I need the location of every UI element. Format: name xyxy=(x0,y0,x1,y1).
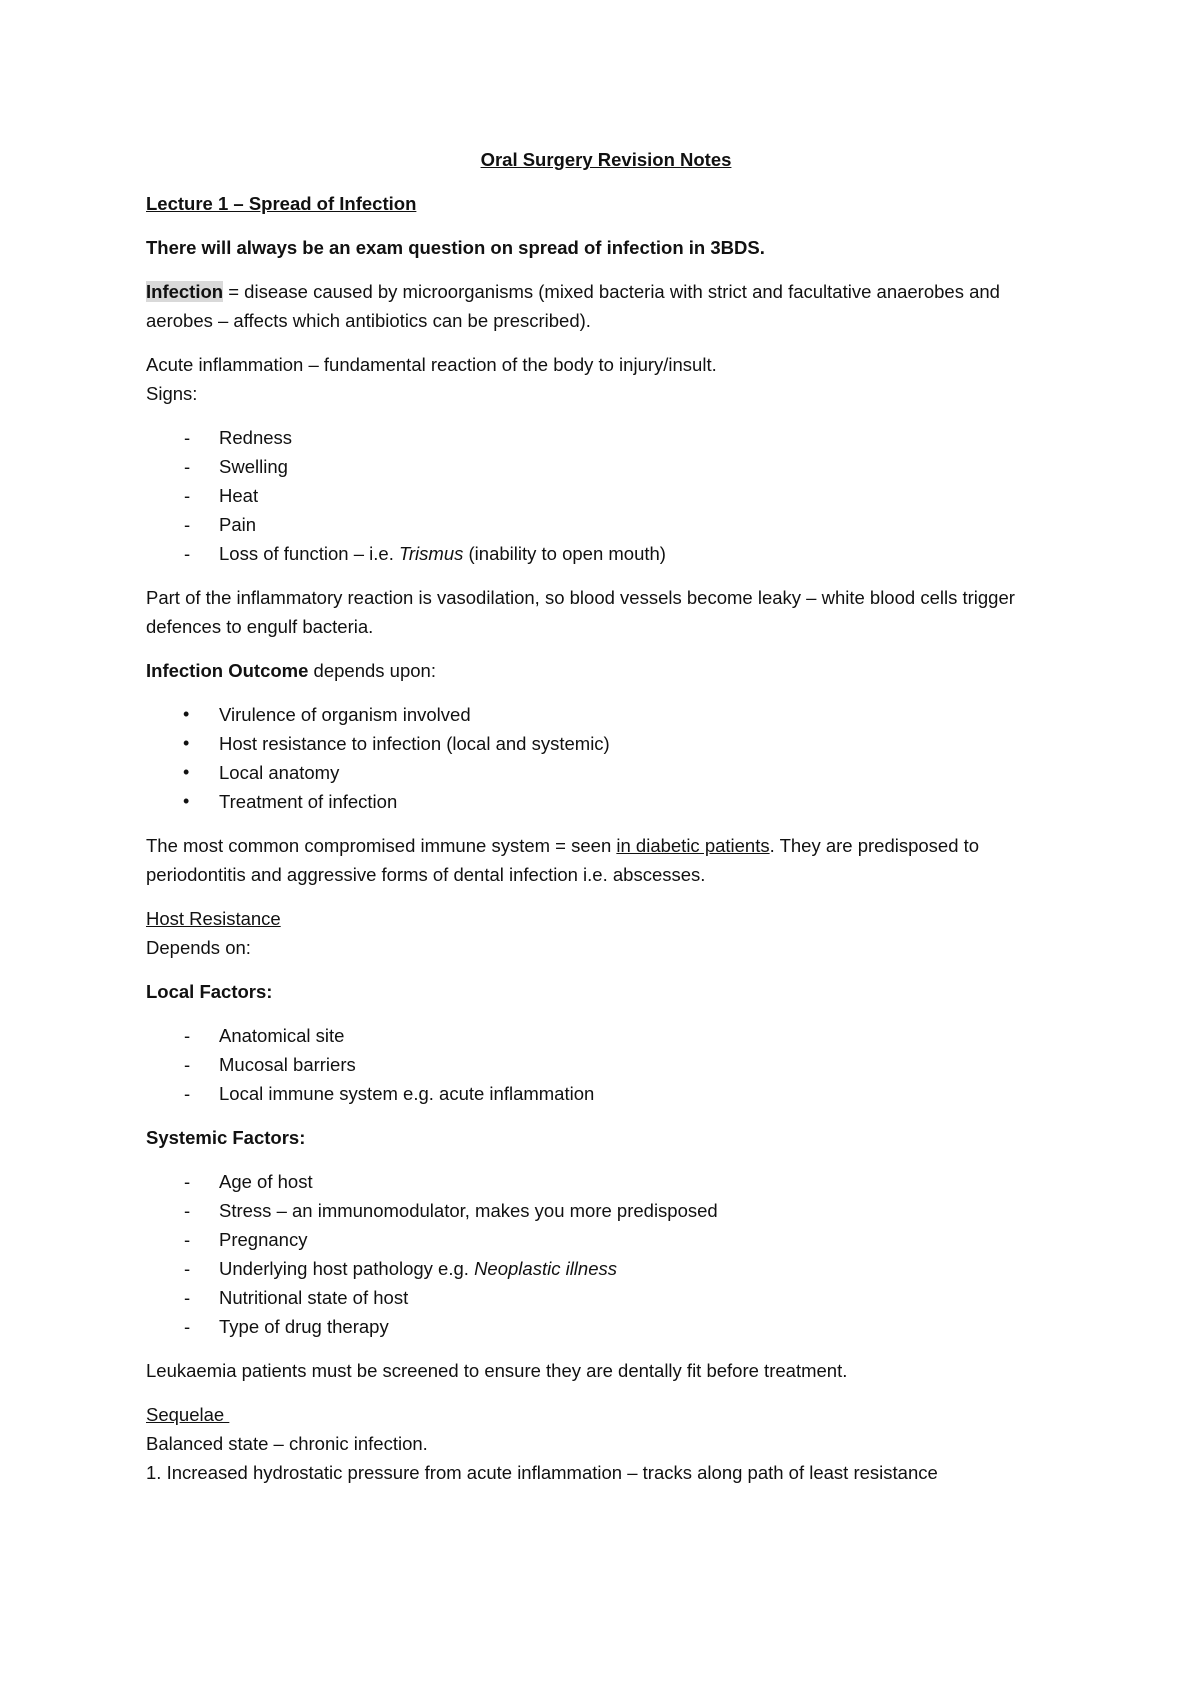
dash-marker: - xyxy=(184,1287,191,1308)
bullet-marker: • xyxy=(183,791,190,811)
list-item-text: Swelling xyxy=(219,456,288,477)
immune-text: The most common compromised immune system = seen xyxy=(146,835,617,856)
list-item xyxy=(146,787,1066,816)
list-item xyxy=(146,1196,1066,1225)
list-item xyxy=(146,1021,1066,1050)
list-item-text: Loss of function – i.e. xyxy=(219,543,399,564)
list-item-text: Underlying host pathology e.g. xyxy=(219,1258,475,1279)
list-item xyxy=(146,758,1066,787)
infection-outcome-label: Infection Outcome xyxy=(146,660,309,681)
host-resistance-heading: Host Resistance xyxy=(146,908,281,929)
depends-on: Depends on: xyxy=(146,937,251,958)
dash-marker: - xyxy=(184,456,191,477)
list-item-text: Treatment of infection xyxy=(219,791,398,812)
list-item xyxy=(146,1050,1066,1079)
neoplastic-illness-term: Neoplastic illness xyxy=(474,1258,617,1279)
inflammatory-reaction: Part of the inflammatory reaction is vasodilation, so blood vessels become leaky – white blood cells trigger defences to engulf bacteria. xyxy=(146,587,1015,637)
immune-text-suffix: . They are predisposed to periodontitis and aggressive forms of dental infection i.e. abscesses. xyxy=(146,835,980,885)
dash-marker: - xyxy=(184,514,191,535)
dash-marker: - xyxy=(184,1200,191,1221)
list-item xyxy=(146,539,1066,568)
list-item-text: Nutritional state of host xyxy=(219,1287,409,1308)
diabetic-patients-text: in diabetic patients xyxy=(616,835,770,856)
list-item xyxy=(146,1312,1066,1341)
infection-definition-text: = disease caused by microorganisms (mixed bacteria with strict and facultative anaerobes and aerobes – affects which antibiotics can be prescribed). xyxy=(146,281,1000,331)
list-item-text: Type of drug therapy xyxy=(219,1316,389,1337)
signs-label: Signs: xyxy=(146,383,198,404)
list-item-text: Local anatomy xyxy=(219,762,340,783)
list-item xyxy=(146,481,1066,510)
exam-note: There will always be an exam question on spread of infection in 3BDS. xyxy=(146,237,765,258)
signs-list xyxy=(146,423,1066,568)
outcome-list xyxy=(146,700,1066,816)
list-item-text: Pain xyxy=(219,514,257,535)
local-factors-label: Local Factors: xyxy=(146,981,273,1002)
point-1: 1. Increased hydrostatic pressure from acute inflammation – tracks along path of least resistance xyxy=(146,1462,938,1483)
sequelae-heading: Sequelae xyxy=(146,1404,230,1425)
balanced-state: Balanced state – chronic infection. xyxy=(146,1433,428,1454)
list-item-text: Mucosal barriers xyxy=(219,1054,356,1075)
list-item-text: Host resistance to infection (local and systemic) xyxy=(219,733,610,754)
list-item-text: Stress – an immunomodulator, makes you more predisposed xyxy=(219,1200,718,1221)
page-title: Oral Surgery Revision Notes xyxy=(480,149,732,170)
list-item xyxy=(146,423,1066,452)
list-item-text: Pregnancy xyxy=(219,1229,308,1250)
list-item xyxy=(146,1167,1066,1196)
document-body xyxy=(146,145,1066,1487)
list-item xyxy=(146,510,1066,539)
dash-marker: - xyxy=(184,1258,191,1279)
dash-marker: - xyxy=(184,427,191,448)
dash-marker: - xyxy=(184,1229,191,1250)
list-item-text: (inability to open mouth) xyxy=(463,543,666,564)
dash-marker: - xyxy=(184,1054,191,1075)
list-item xyxy=(146,700,1066,729)
list-item-text: Redness xyxy=(219,427,293,448)
infection-definition xyxy=(146,277,1066,335)
list-item xyxy=(146,1225,1066,1254)
list-item-text: Anatomical site xyxy=(219,1025,345,1046)
infection-outcome-text: depends upon: xyxy=(308,660,436,681)
bullet-marker: • xyxy=(183,733,190,753)
list-item xyxy=(146,729,1066,758)
bullet-marker: • xyxy=(183,762,190,782)
list-item xyxy=(146,1254,1066,1283)
acute-inflammation: Acute inflammation – fundamental reaction of the body to injury/insult. xyxy=(146,354,717,375)
systemic-factors-label: Systemic Factors: xyxy=(146,1127,306,1148)
trismus-term: Trismus xyxy=(398,543,464,564)
list-item-text: Local immune system e.g. acute inflammation xyxy=(219,1083,595,1104)
dash-marker: - xyxy=(184,1025,191,1046)
dash-marker: - xyxy=(184,1171,191,1192)
bullet-marker: • xyxy=(183,704,190,724)
infection-outcome xyxy=(146,656,1066,685)
dash-marker: - xyxy=(184,485,191,506)
immune-system-note xyxy=(146,831,1066,889)
dash-marker: - xyxy=(184,1083,191,1104)
list-item xyxy=(146,1283,1066,1312)
infection-term: Infection xyxy=(146,281,224,302)
list-item-text: Age of host xyxy=(219,1171,313,1192)
dash-marker: - xyxy=(184,1316,191,1337)
dash-marker: - xyxy=(184,543,191,564)
list-item xyxy=(146,1079,1066,1108)
local-factors-list xyxy=(146,1021,1066,1108)
list-item-text: Heat xyxy=(219,485,259,506)
list-item-text: Virulence of organism involved xyxy=(219,704,471,725)
leukaemia-note: Leukaemia patients must be screened to ensure they are dentally fit before treatment. xyxy=(146,1360,848,1381)
lecture-heading: Lecture 1 – Spread of Infection xyxy=(146,193,417,214)
list-item xyxy=(146,452,1066,481)
systemic-factors-list xyxy=(146,1167,1066,1341)
